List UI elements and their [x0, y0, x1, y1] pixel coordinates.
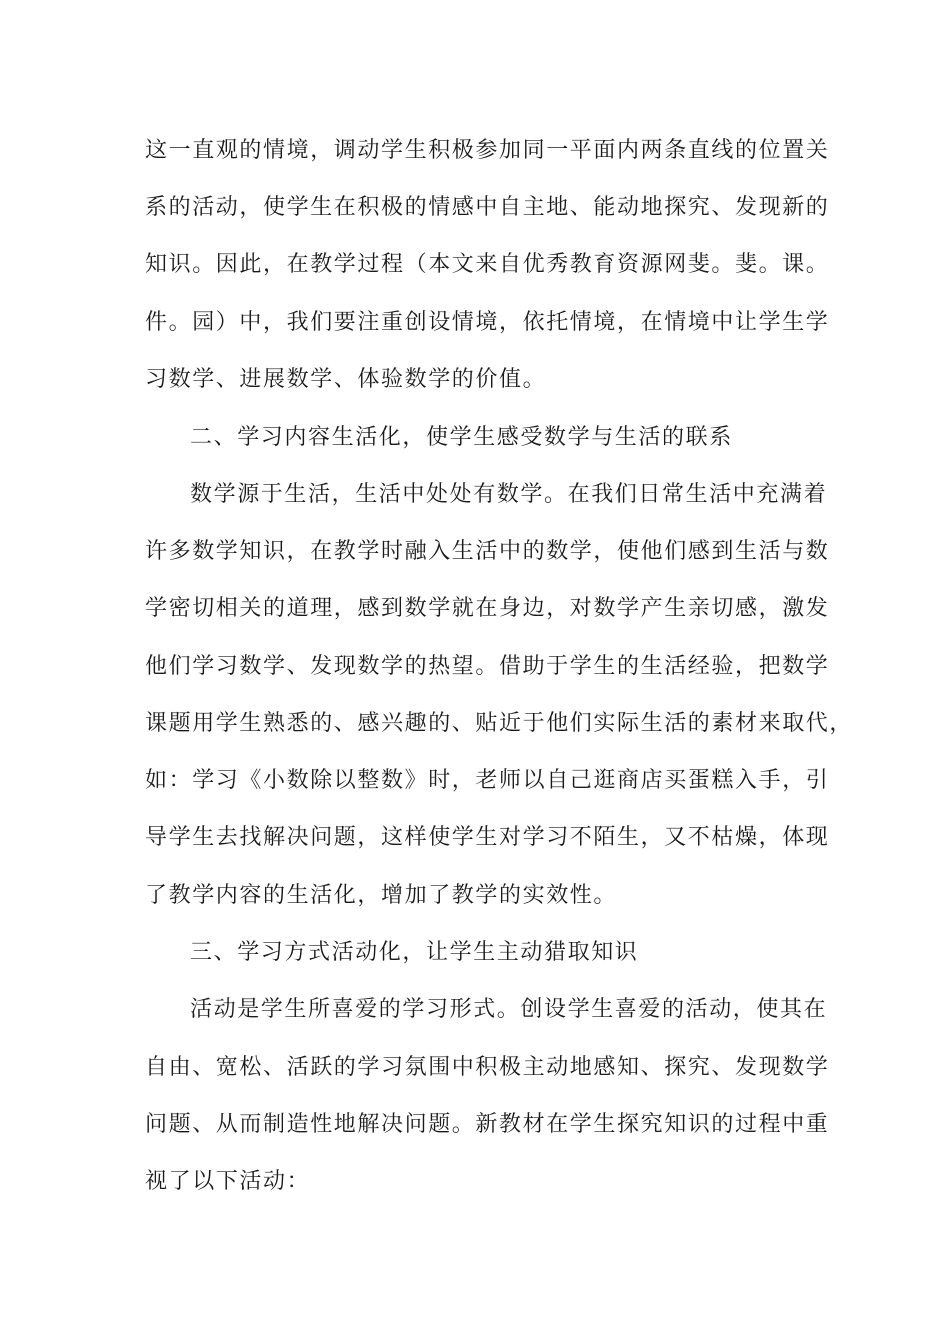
section-heading: 二、学习内容生活化，使学生感受数学与生活的联系	[190, 425, 733, 450]
paragraph-line: 视了以下活动：	[145, 1169, 311, 1194]
paragraph-line: 问题、从而制造性地解决问题。新教材在学生探究知识的过程中重	[145, 1112, 830, 1137]
paragraph-line: 知识。因此，在教学过程（本文来自优秀教育资源网斐。斐。课。	[145, 252, 830, 277]
paragraph-line: 许多数学知识，在教学时融入生活中的数学，使他们感到生活与数	[145, 539, 830, 564]
paragraph-line: 如：学习《小数除以整数》时，老师以自己逛商店买蛋糕入手，引	[145, 768, 830, 793]
paragraph-line: 自由、宽松、活跃的学习氛围中积极主动地感知、探究、发现数学	[145, 1055, 830, 1080]
section-heading: 三、学习方式活动化，让学生主动猎取知识	[190, 940, 639, 965]
paragraph-line: 系的活动，使学生在积极的情感中自主地、能动地探究、发现新的	[145, 195, 830, 220]
paragraph-line: 这一直观的情境，调动学生积极参加同一平面内两条直线的位置关	[145, 138, 830, 163]
paragraph-line: 件。园）中，我们要注重创设情境，依托情境，在情境中让学生学	[145, 310, 830, 335]
paragraph-line: 数学源于生活，生活中处处有数学。在我们日常生活中充满着	[190, 482, 828, 507]
paragraph-line: 学密切相关的道理，感到数学就在身边，对数学产生亲切感，激发	[145, 596, 830, 621]
paragraph-line: 他们学习数学、发现数学的热望。借助于学生的生活经验，把数学	[145, 654, 830, 679]
paragraph-line: 课题用学生熟悉的、感兴趣的、贴近于他们实际生活的素材来取代，	[145, 711, 854, 736]
paragraph-line: 习数学、进展数学、体验数学的价值。	[145, 367, 547, 392]
paragraph-line: 导学生去找解决问题，这样使学生对学习不陌生，又不枯燥，体现	[145, 825, 830, 850]
paragraph-line: 了教学内容的生活化，增加了教学的实效性。	[145, 883, 618, 908]
paragraph-line: 活动是学生所喜爱的学习形式。创设学生喜爱的活动，使其在	[190, 997, 828, 1022]
